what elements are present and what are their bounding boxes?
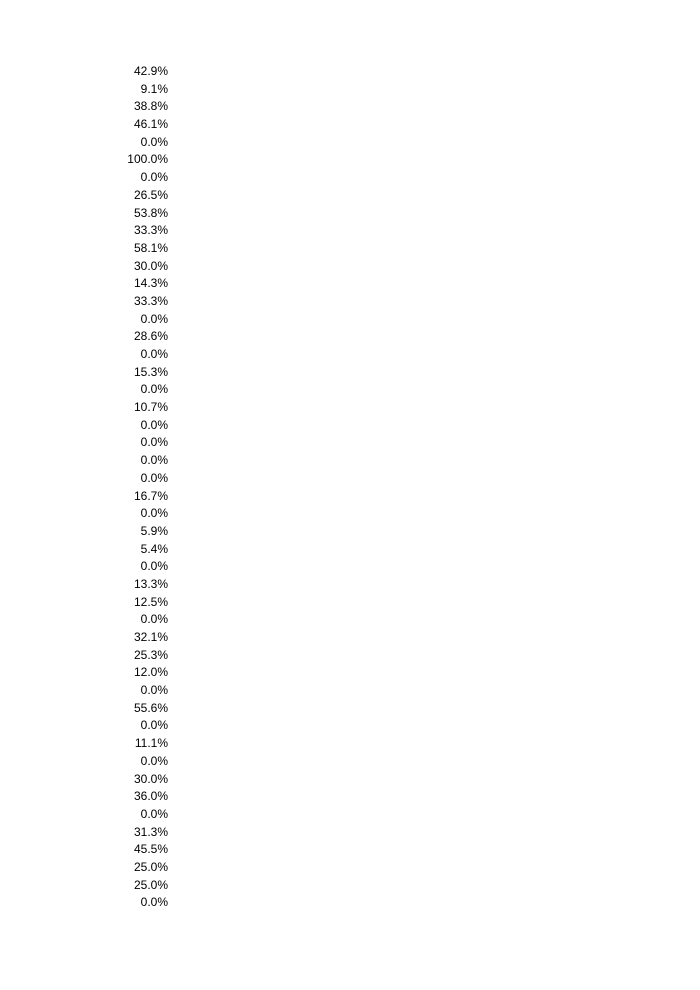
percentage-cell: 28.6% [133, 329, 168, 344]
percentage-cell: 0.0% [140, 806, 168, 821]
percentage-cell: 12.0% [133, 665, 168, 680]
percentage-cell: 16.7% [133, 488, 168, 503]
percentage-cell: 33.3% [133, 293, 168, 308]
percentage-cell: 25.0% [133, 877, 168, 892]
percentage-cell: 5.4% [140, 541, 168, 556]
percentage-cell: 25.0% [133, 859, 168, 874]
percentage-cell: 58.1% [133, 240, 168, 255]
percentage-cell: 5.9% [140, 523, 168, 538]
percentage-cell: 42.9% [133, 64, 168, 78]
percentage-cell: 55.6% [133, 700, 168, 715]
percentage-cell: 9.1% [140, 81, 168, 96]
percentage-cell: 0.0% [140, 753, 168, 768]
percentage-cell: 32.1% [133, 630, 168, 644]
percentage-cell: 0.0% [140, 134, 168, 149]
percentage-cell: 0.0% [140, 895, 168, 910]
percentage-cell: 30.0% [133, 258, 168, 273]
percentage-cell: 45.5% [133, 842, 168, 857]
percentage-cell: 26.5% [133, 187, 168, 202]
percentage-cell: 25.3% [133, 647, 168, 662]
percentage-cell: 0.0% [140, 170, 168, 185]
percentage-cell: 0.0% [140, 382, 168, 397]
percentage-cell: 15.3% [133, 364, 168, 379]
percentage-cell: 33.3% [133, 223, 168, 238]
percentage-cell: 11.1% [134, 736, 168, 751]
percentage-cell: 46.1% [133, 117, 168, 132]
percentage-cell: 14.3% [133, 276, 168, 291]
percentage-cell: 0.0% [140, 718, 168, 733]
percentage-cell: 36.0% [133, 789, 168, 804]
percentage-cell: 0.0% [140, 683, 168, 698]
percentage-cell: 31.3% [133, 824, 168, 839]
percentage-cell: 100.0% [127, 152, 168, 167]
percentage-cell: 12.5% [133, 594, 168, 609]
percentage-cell: 30.0% [133, 771, 168, 786]
percentage-cell: 0.0% [140, 612, 168, 627]
percentage-cell: 10.7% [133, 400, 168, 415]
percentage-cell: 0.0% [140, 559, 168, 574]
percentage-cell: 0.0% [140, 470, 168, 485]
percentage-cell: 53.8% [133, 205, 168, 220]
percentage-cell: 13.3% [133, 576, 168, 591]
percentage-cell: 0.0% [140, 453, 168, 468]
percentage-cell: 38.8% [133, 99, 168, 114]
percentage-cell: 0.0% [140, 435, 168, 450]
percentage-cell: 0.0% [140, 506, 168, 521]
percentage-column [100, 63, 168, 912]
percentage-cell: 0.0% [140, 417, 168, 432]
percentage-cell: 0.0% [140, 347, 168, 361]
percentage-cell: 0.0% [140, 311, 168, 326]
